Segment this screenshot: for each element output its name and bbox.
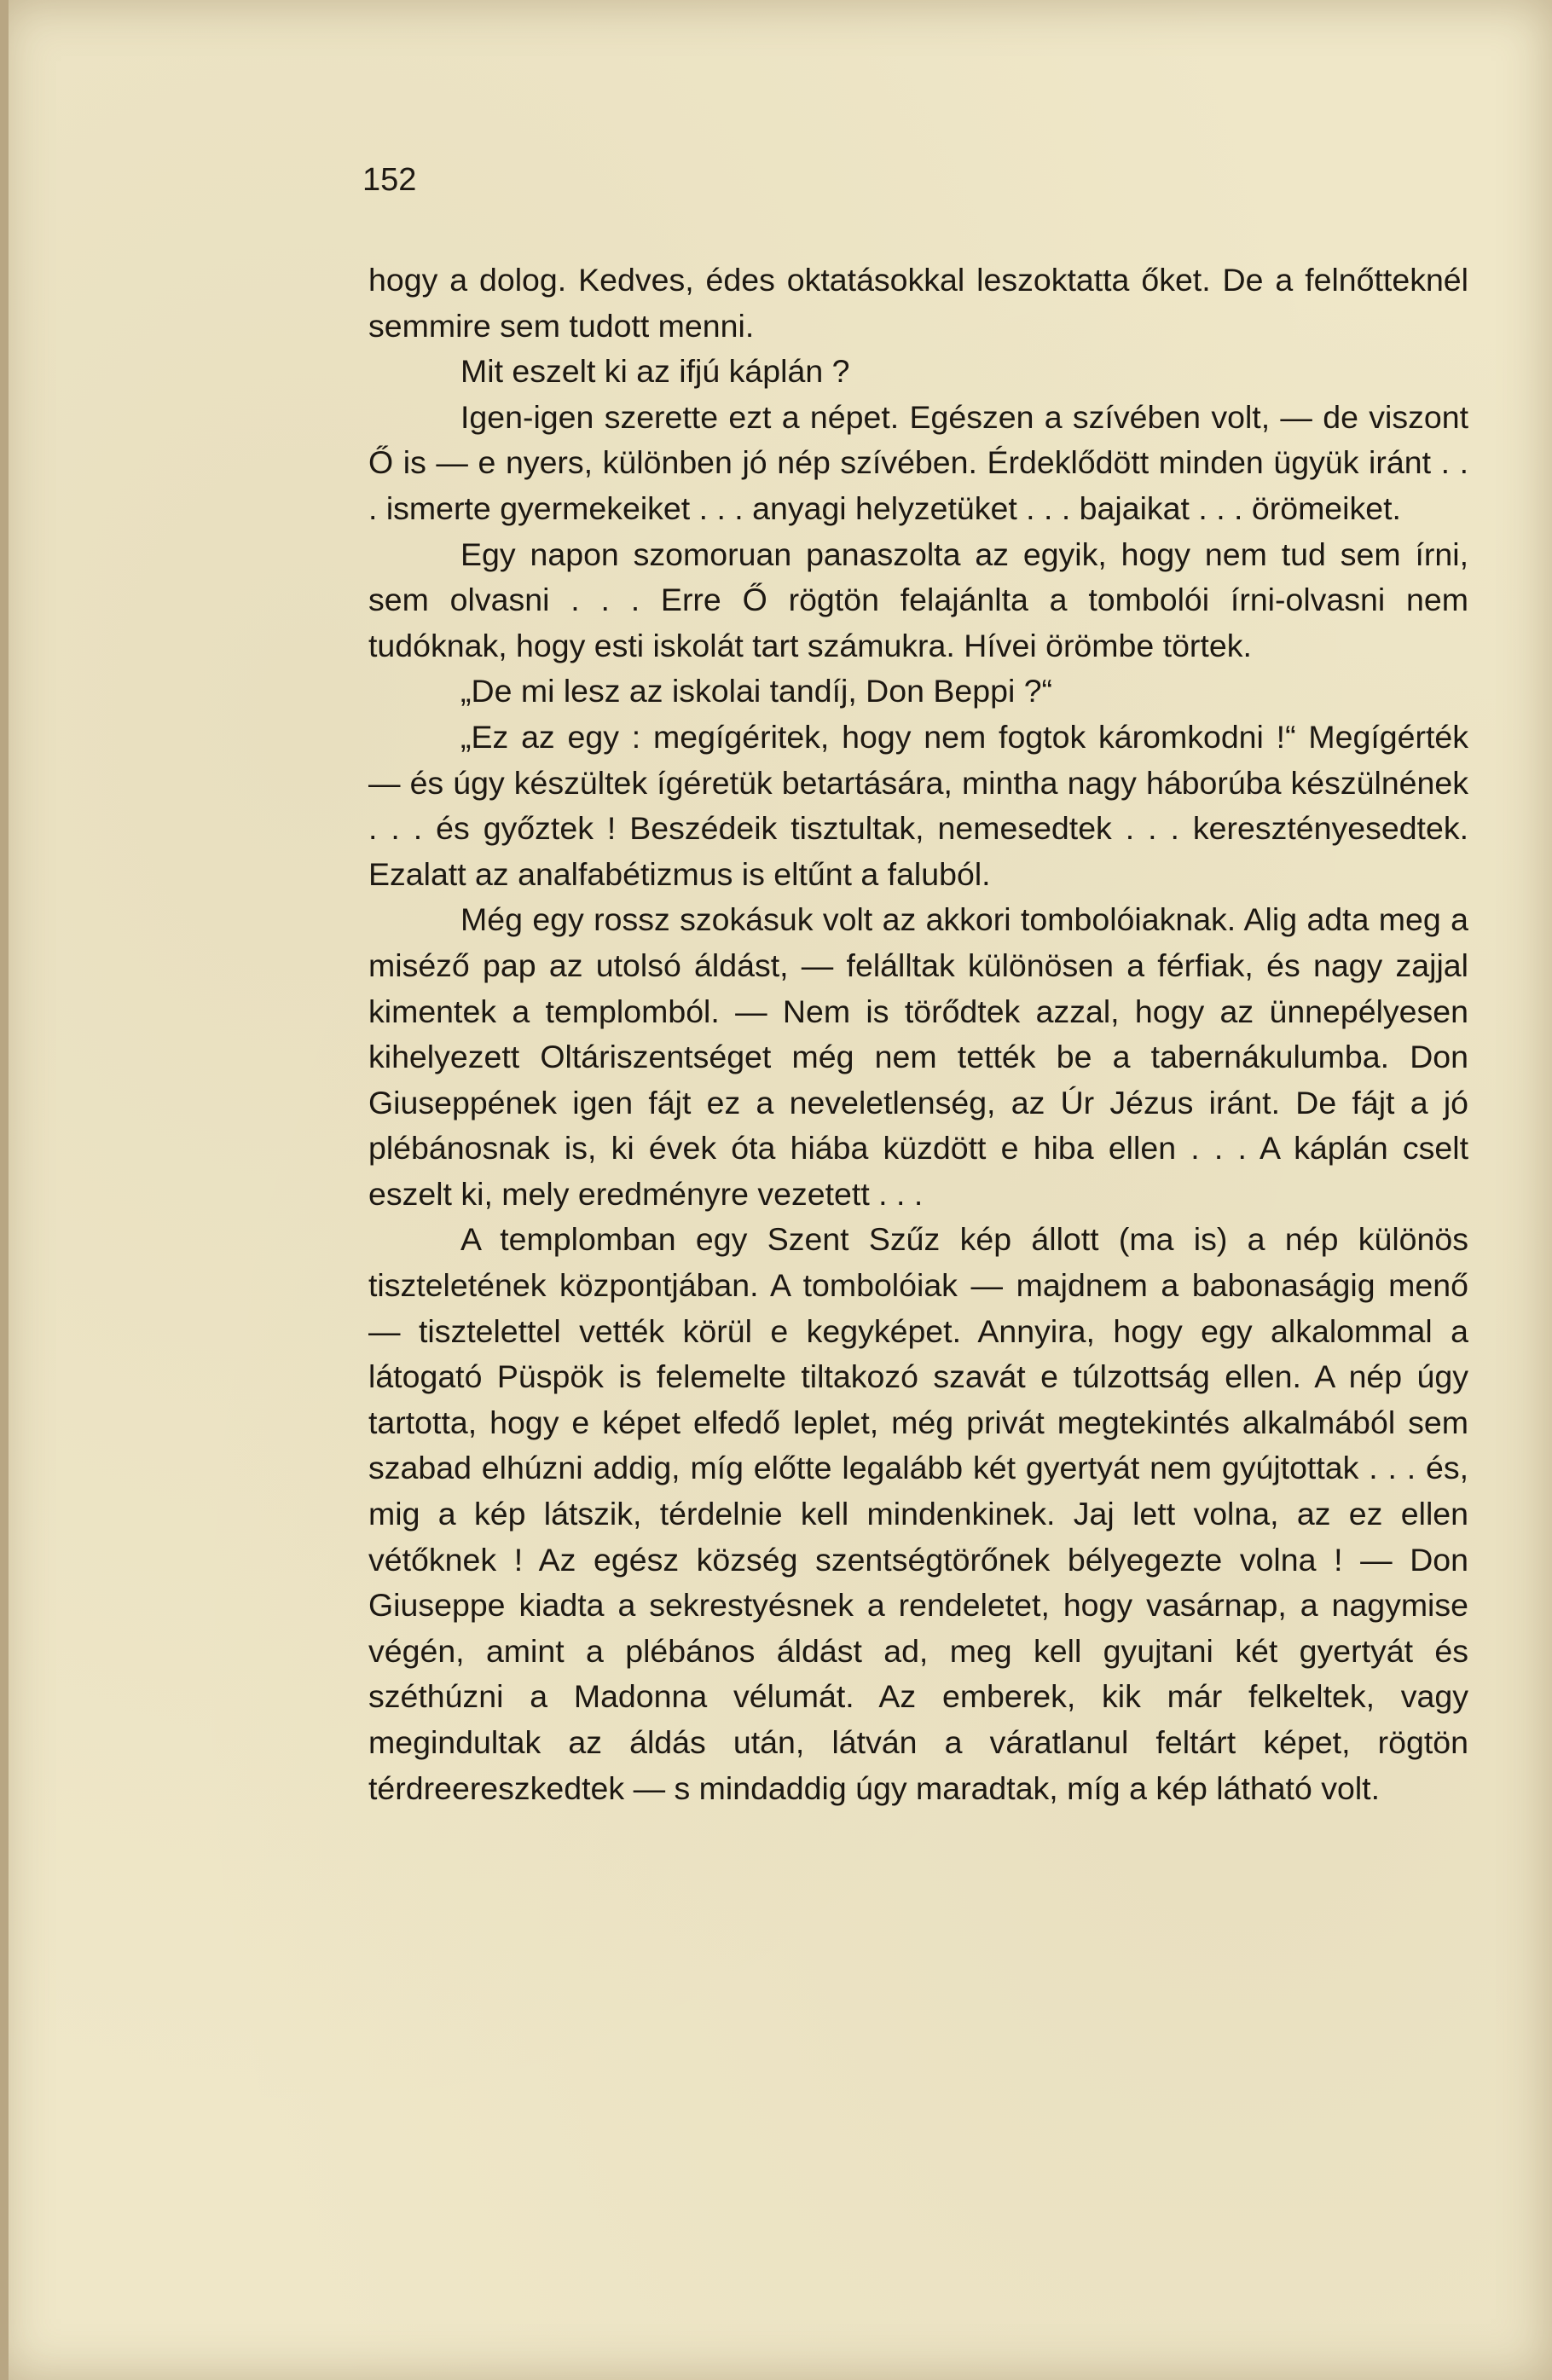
paragraph: hogy a dolog. Kedves, édes oktatásokkal leszoktatta őket. De a felnőtteknél semmire sem tudott menni. (368, 262, 1468, 344)
paragraph: Még egy rossz szokásuk volt az akkori tombolóiaknak. Alig adta meg a miséző pap az utolsó áldást, — felálltak különösen a férfiak, és nagy zajjal kimentek a templomból. — Nem is törődtek azzal, hogy az ünnepélyesen kihelyezett Oltáriszentséget még nem tették be a tabernákulumba. Don Giuseppének igen fájt ez a neveletlenség, az Úr Jézus iránt. De fájt a jó plébánosnak is, ki évek óta hiába küzdött e hiba ellen . . . A káplán cselt eszelt ki, mely eredményre vezetett . . . (368, 901, 1468, 1212)
paragraph: „De mi lesz az iskolai tandíj, Don Beppi ?“ (460, 673, 1053, 709)
paragraph: A templomban egy Szent Szűz kép állott (ma is) a nép különös tiszteletének központjában. A tombolóiak — majdnem a babonaságig menő — tisztelettel vették körül e kegyképet. Annyira, hogy egy alkalommal a látogató Püspök is felemelte tiltakozó szavát e túlzottság ellen. A nép úgy tartotta, hogy e képet elfedő leplet, még privát megtekintés alkalmából sem szabad elhúzni addig, míg előtte legalább két gyertyát nem gyújtottak . . . és, mig a kép látszik, térdelnie kell mindenkinek. Jaj lett volna, az ez ellen vétőknek ! Az egész község szentségtörőnek bélyegezte volna ! — Don Giuseppe kiadta a sekrestyésnek a rendeletet, hogy vasárnap, a nagymise végén, amint a plébános áldást ad, meg kell gyujtani két gyertyát és széthúzni a Madonna vélumát. Az emberek, kik már felkeltek, vagy megindultak az áldás után, látván a váratlanul feltárt képet, rögtön térdreereszkedtek — s mindaddig úgy maradtak, míg a kép látható volt. (368, 1221, 1468, 1806)
paragraph: Igen-igen szerette ezt a népet. Egészen a szívében volt, — de viszont Ő is — e nyers, különben jó nép szívében. Érdeklődött minden ügyük iránt . . . ismerte gyermekeiket . . . anyagi helyzetüket . . . bajaikat . . . örömeiket. (368, 398, 1468, 526)
page-number: 152 (362, 162, 417, 198)
paragraph: Mit eszelt ki az ifjú káplán ? (460, 353, 850, 390)
paragraph: Egy napon szomoruan panaszolta az egyik, hogy nem tud sem írni, sem olvasni . . . Erre Ő rögtön felajánlta a tombolói írni-olvasni nem tudóknak, hogy esti iskolát tart számukra. Hívei örömbe törtek. (368, 536, 1468, 663)
body-text (368, 258, 1468, 1811)
paragraph: „Ez az egy : megígéritek, hogy nem fogtok káromkodni !“ Megígérték — és úgy készültek ígéretük betartására, mintha nagy háborúba készülnének . . . és győztek ! Beszédeik tisztultak, nemesedtek . . . keresztényesedtek. Ezalatt az analfabétizmus is eltűnt a faluból. (368, 718, 1468, 892)
page-edge (0, 0, 9, 2380)
